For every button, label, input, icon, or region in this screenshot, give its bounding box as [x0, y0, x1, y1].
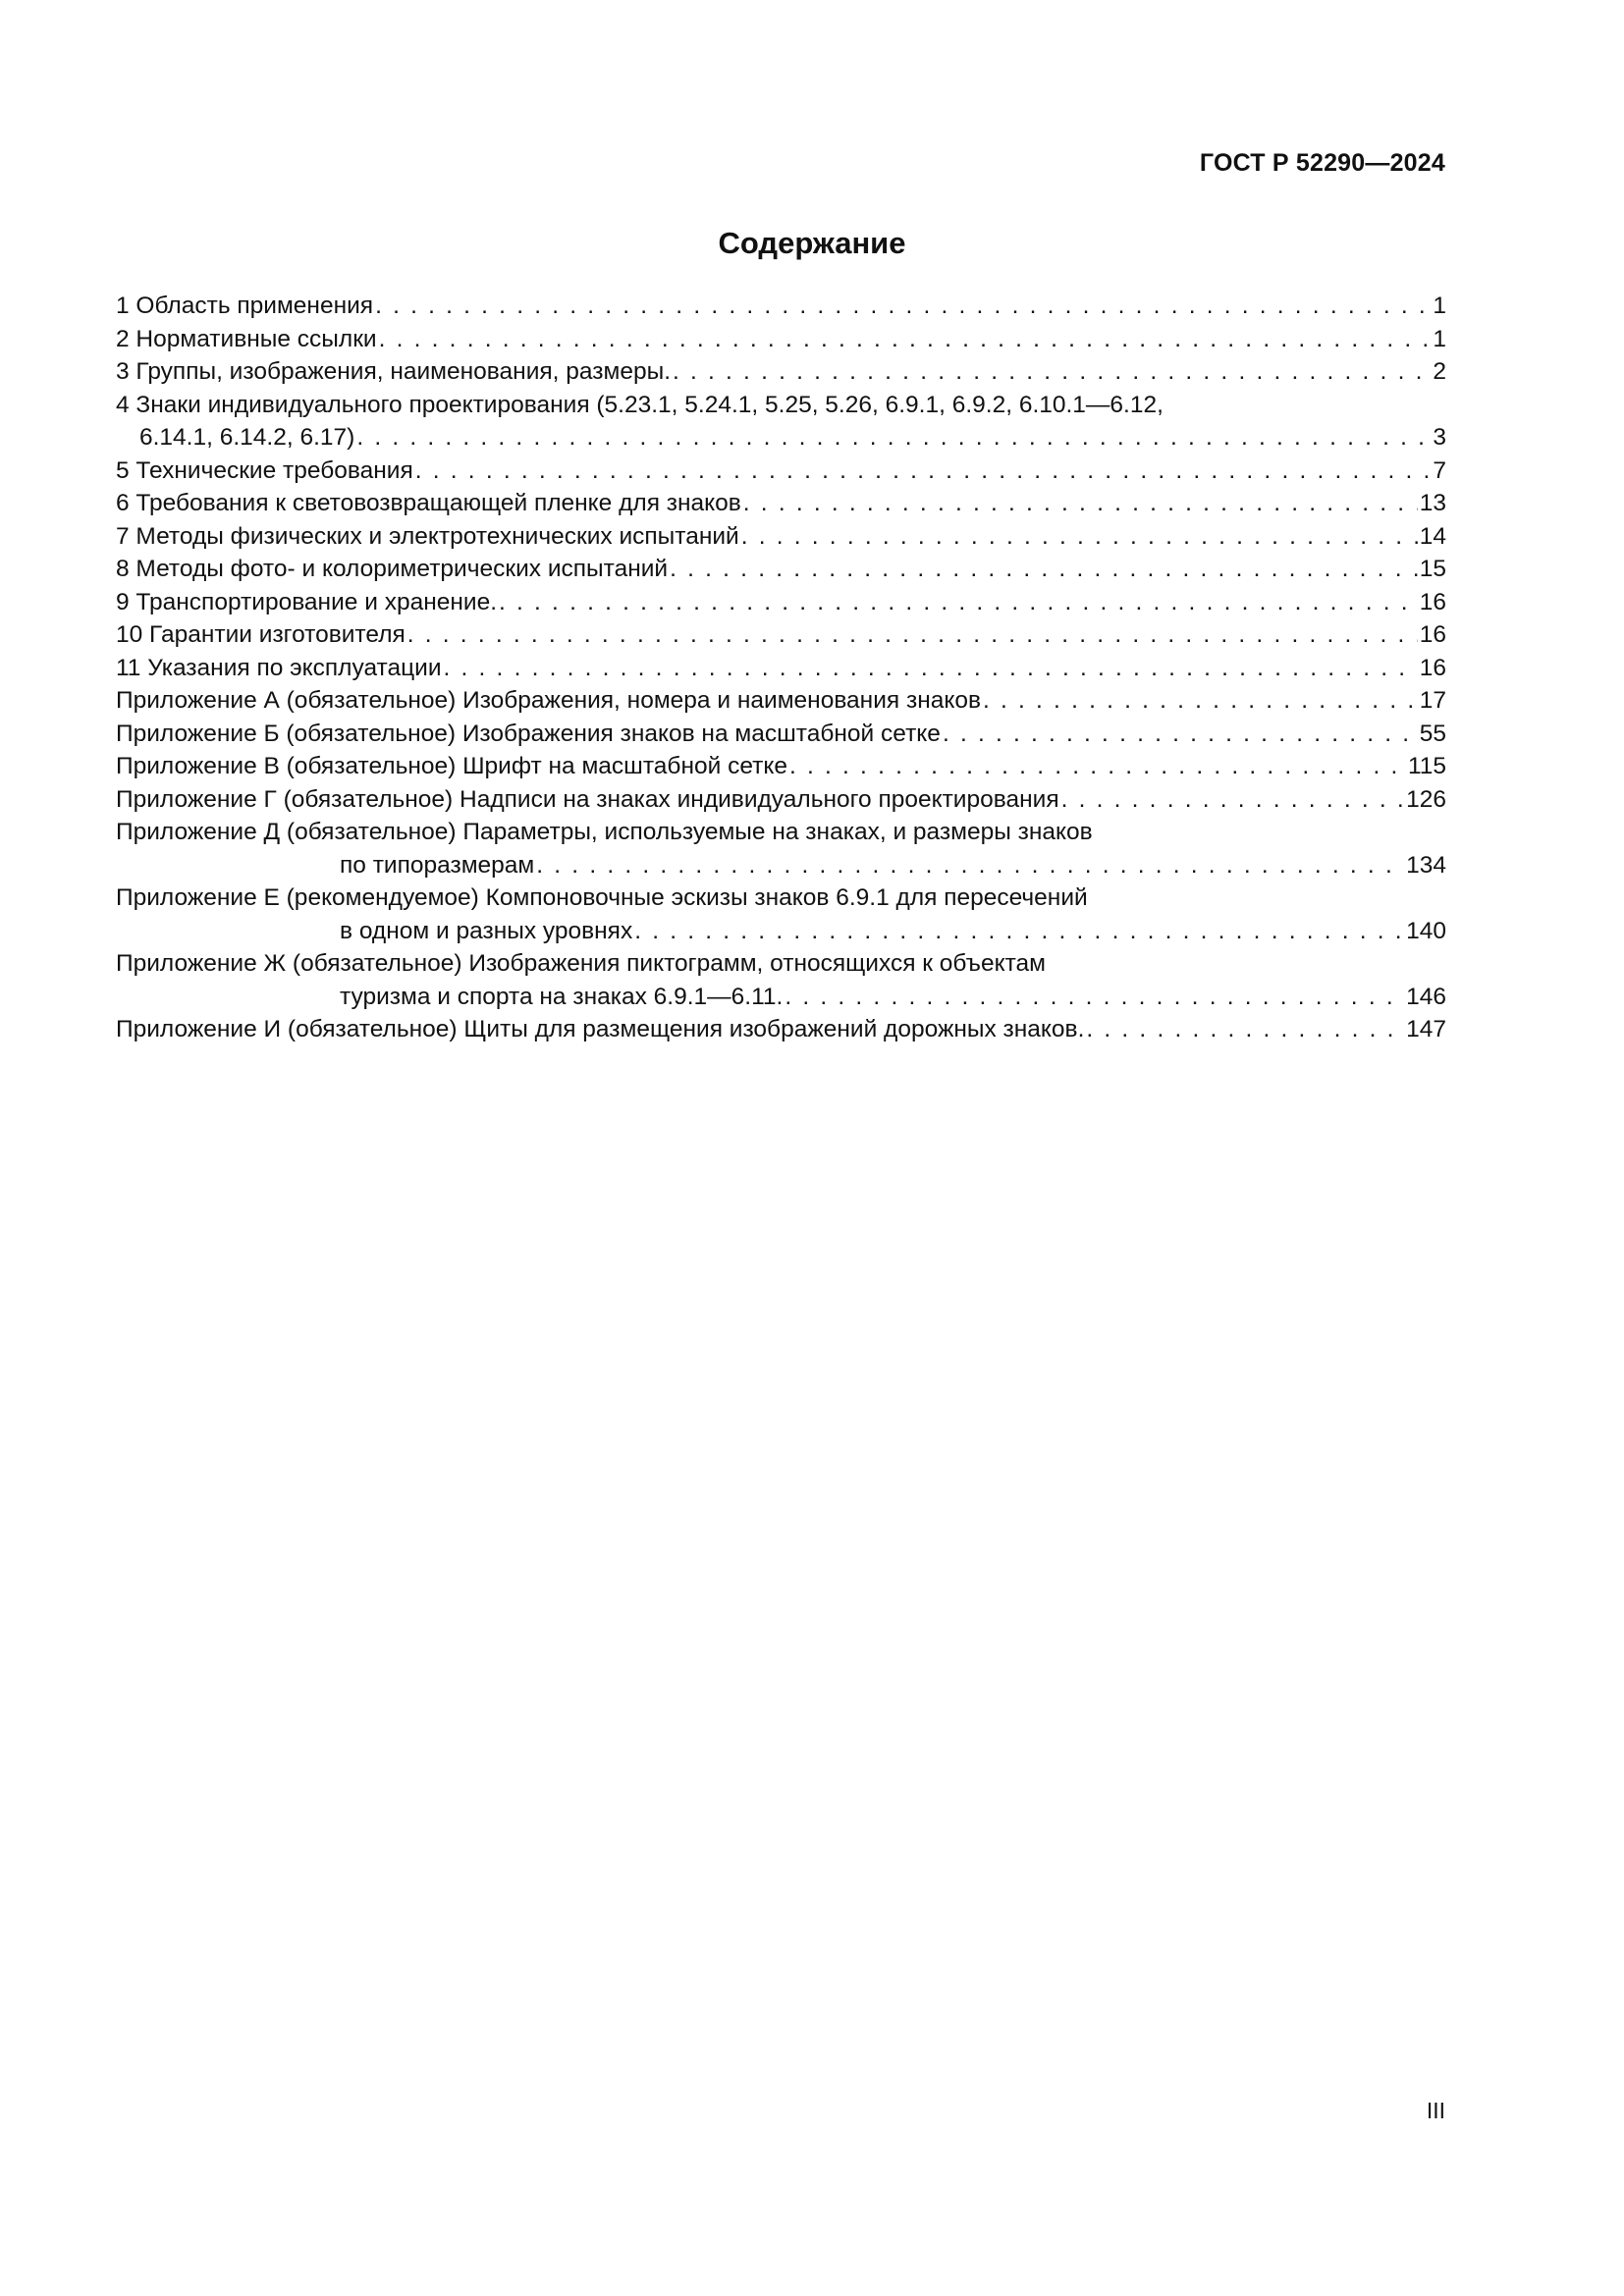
- dot-leader: [375, 290, 1431, 323]
- toc-entry-title: 1 Область применения: [116, 293, 374, 319]
- toc-entry-title: 6 Требования к световозвращающей пленке для знаков: [116, 490, 741, 516]
- toc-entry-title: Приложение Б (обязательное) Изображения знаков на масштабной сетке: [116, 720, 941, 747]
- dot-leader: [1061, 783, 1405, 817]
- dot-leader: [536, 849, 1404, 882]
- dot-leader: [407, 618, 1418, 652]
- toc-entry-title: 2 Нормативные ссылки: [116, 325, 377, 352]
- toc-entry[interactable]: [116, 816, 1446, 881]
- dot-leader: [379, 323, 1432, 356]
- dot-leader: [1086, 1013, 1404, 1046]
- toc-title: Содержание: [718, 226, 906, 260]
- toc-entry[interactable]: [116, 881, 1446, 947]
- toc-entry-title: 3 Группы, изображения, наименования, размеры.: [116, 358, 671, 385]
- dot-leader: [741, 520, 1418, 554]
- toc-entry-page: 126: [1406, 785, 1446, 813]
- page-number: III: [1426, 2098, 1445, 2123]
- toc-entry[interactable]: [116, 1013, 1446, 1046]
- toc-entry-title: 9 Транспортирование и хранение.: [116, 588, 498, 615]
- toc-entry-page: 16: [1419, 621, 1446, 648]
- dot-leader: [444, 652, 1418, 685]
- toc-entry-page: 14: [1419, 522, 1446, 550]
- dot-leader: [356, 421, 1431, 454]
- toc-entry-title-continued: в одном и разных уровнях: [340, 917, 633, 944]
- table-of-contents: [116, 290, 1446, 1046]
- toc-entry[interactable]: [116, 389, 1446, 454]
- toc-entry-title: Приложение В (обязательное) Шрифт на масштабной сетке: [116, 753, 787, 779]
- dot-leader: [634, 915, 1404, 948]
- toc-entry-page: 17: [1419, 687, 1446, 714]
- toc-entry-title: Приложение Е (рекомендуемое) Компоновочные эскизы знаков 6.9.1 для пересечений: [116, 884, 1088, 911]
- toc-entry-page: 1: [1433, 293, 1446, 319]
- toc-entry[interactable]: [116, 355, 1446, 389]
- toc-entry-page: 2: [1433, 358, 1446, 385]
- toc-entry-page: 16: [1419, 588, 1446, 615]
- toc-entry-page: 115: [1407, 753, 1446, 779]
- dot-leader: [785, 981, 1404, 1014]
- document-code: ГОСТ Р 52290—2024: [1199, 149, 1445, 177]
- toc-entry-title: Приложение Ж (обязательное) Изображения пиктограмм, относящихся к объектам: [116, 950, 1046, 977]
- toc-entry-title: 11 Указания по эксплуатации: [116, 654, 442, 681]
- toc-entry[interactable]: [116, 947, 1446, 1013]
- dot-leader: [789, 750, 1406, 783]
- toc-entry-page: 147: [1406, 1016, 1446, 1042]
- toc-entry-title: Приложение И (обязательное) Щиты для размещения изображений дорожных знаков.: [116, 1016, 1085, 1042]
- toc-entry-page: 146: [1406, 983, 1446, 1010]
- dot-leader: [670, 553, 1418, 586]
- toc-entry-page: 7: [1433, 456, 1446, 484]
- dot-leader: [743, 487, 1418, 520]
- toc-entry-title-continued: туризма и спорта на знаках 6.9.1—6.11.: [340, 983, 784, 1010]
- toc-entry-title: 8 Методы фото- и колориметрических испытаний: [116, 556, 669, 582]
- toc-entry-page: 134: [1406, 851, 1446, 879]
- toc-entry-page: 13: [1419, 490, 1446, 516]
- toc-entry-page: 3: [1433, 424, 1446, 451]
- toc-entry-page: 140: [1406, 917, 1446, 944]
- toc-entry-title: Приложение Г (обязательное) Надписи на знаках индивидуального проектирования: [116, 785, 1059, 813]
- toc-entry-page: 16: [1419, 654, 1446, 681]
- toc-entry-title-continued: 6.14.1, 6.14.2, 6.17): [139, 424, 355, 451]
- toc-entry-title: 4 Знаки индивидуального проектирования (5.23.1, 5.24.1, 5.25, 5.26, 6.9.1, 6.9.2, 6.10.1—6.12,: [116, 391, 1164, 418]
- dot-leader: [673, 355, 1431, 389]
- dot-leader: [499, 586, 1418, 619]
- dot-leader: [415, 454, 1432, 488]
- toc-entry[interactable]: [116, 290, 1446, 323]
- toc-entry[interactable]: [116, 520, 1446, 554]
- toc-entry[interactable]: [116, 684, 1446, 718]
- toc-entry[interactable]: [116, 618, 1446, 652]
- toc-entry-page: 55: [1419, 720, 1446, 747]
- toc-entry-page: 15: [1419, 556, 1446, 582]
- dot-leader: [943, 718, 1418, 751]
- toc-entry-title: 7 Методы физических и электротехнических испытаний: [116, 522, 739, 550]
- toc-entry-title: 10 Гарантии изготовителя: [116, 621, 406, 648]
- dot-leader: [983, 684, 1418, 718]
- toc-entry[interactable]: [116, 750, 1446, 783]
- toc-entry[interactable]: [116, 783, 1446, 817]
- toc-entry[interactable]: [116, 718, 1446, 751]
- toc-entry-title: Приложение Д (обязательное) Параметры, используемые на знаках, и размеры знаков: [116, 819, 1093, 845]
- toc-entry[interactable]: [116, 487, 1446, 520]
- toc-entry-title: Приложение А (обязательное) Изображения, номера и наименования знаков: [116, 687, 981, 714]
- toc-entry[interactable]: [116, 323, 1446, 356]
- toc-entry[interactable]: [116, 652, 1446, 685]
- toc-entry[interactable]: [116, 586, 1446, 619]
- toc-entry-page: 1: [1433, 325, 1446, 352]
- toc-entry[interactable]: [116, 454, 1446, 488]
- toc-entry-title-continued: по типоразмерам: [340, 851, 535, 879]
- toc-entry-title: 5 Технические требования: [116, 456, 413, 484]
- toc-entry[interactable]: [116, 553, 1446, 586]
